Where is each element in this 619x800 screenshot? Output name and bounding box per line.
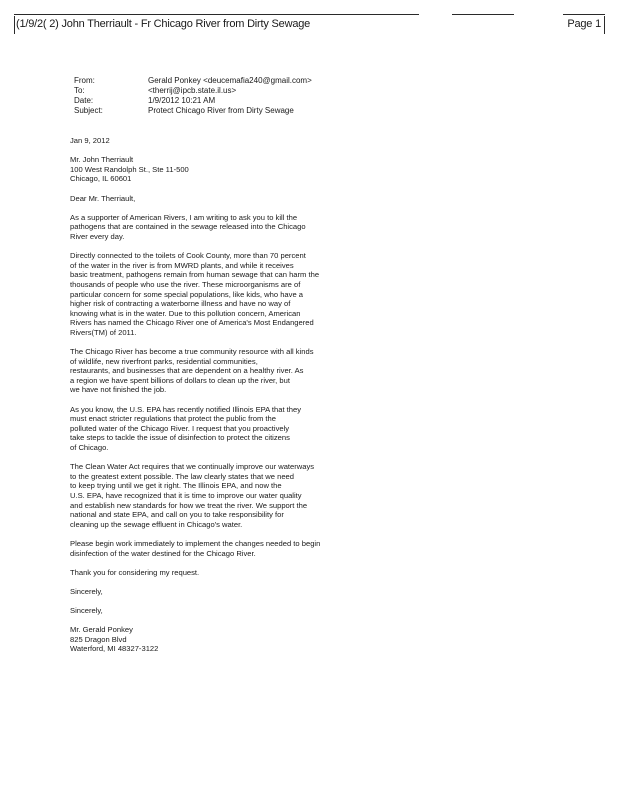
paragraph-line: of wildlife, new riverfront parks, residential communities,: [70, 356, 258, 366]
subject-value: Protect Chicago River from Dirty Sewage: [148, 106, 294, 115]
salutation: Dear Mr. Therriault,: [70, 193, 136, 203]
letter-date: Jan 9, 2012: [70, 136, 110, 145]
page-number: Page 1: [567, 18, 601, 30]
paragraph-line: and establish new standards for how we treat the river. We support the: [70, 500, 308, 510]
subject-label: Subject:: [74, 106, 103, 115]
header-rule: [563, 14, 605, 15]
address-line: Mr. John Therriault: [70, 155, 134, 165]
paragraph-line: we have not finished the job.: [70, 385, 167, 395]
paragraph-line: basic treatment, pathogens remain from human sewage that can harm the: [70, 270, 320, 280]
from-row: [74, 76, 312, 86]
paragraph: [70, 251, 370, 337]
paragraph-line: cleaning up the sewage effluent in Chicago's water.: [70, 519, 243, 529]
paragraph: [70, 347, 370, 395]
date-row: [74, 96, 312, 106]
paragraph-line: As a supporter of American Rivers, I am writing to ask you to kill the: [70, 212, 298, 222]
signature-line: Waterford, MI 48327-3122: [70, 644, 159, 654]
paragraph-line: River every day.: [70, 231, 125, 241]
subject-row: [74, 106, 312, 116]
paragraph-line: pathogens that are contained in the sewage released into the Chicago: [70, 222, 306, 232]
paragraph-line: The Chicago River has become a true community resource with all kinds: [70, 347, 314, 357]
from-value: Gerald Ponkey <deucemafia240@gmail.com>: [148, 76, 312, 85]
paragraph-line: disinfection of the water destined for the Chicago River.: [70, 548, 256, 558]
paragraph-line: restaurants, and businesses that are dependent on a healthy river. As: [70, 366, 304, 376]
print-header: [0, 14, 619, 36]
paragraph-line: national and state EPA, and call on you to take responsibility for: [70, 510, 284, 520]
paragraph-line: to the greatest extent possible. The law clearly states that we need: [70, 471, 295, 481]
paragraph-line: Rivers has named the Chicago River one of America's Most Endangered: [70, 318, 314, 328]
paragraph: [70, 405, 370, 453]
paragraph-line: of the water in the river is from MWRD plants, and while it receives: [70, 260, 294, 270]
header-title: (1/9/2( 2) John Therriault - Fr Chicago River from Dirty Sewage: [16, 18, 311, 30]
closing: Sincerely,: [70, 606, 103, 616]
to-label: To:: [74, 86, 85, 95]
paragraph-line: must enact stricter regulations that protect the public from the: [70, 414, 276, 424]
date-value: 1/9/2012 10:21 AM: [148, 96, 216, 105]
closing: Sincerely,: [70, 586, 103, 596]
paragraph-line: As you know, the U.S. EPA has recently notified Illinois EPA that they: [70, 404, 302, 414]
paragraph: [70, 462, 370, 529]
email-metadata: [74, 76, 312, 116]
date-label: Date:: [74, 96, 94, 105]
header-rule: [14, 16, 15, 34]
paragraph-line: Rivers(TM) of 2011.: [70, 327, 137, 337]
signature-block: [70, 625, 370, 654]
header-rule: [14, 14, 419, 15]
header-rule: [452, 14, 514, 15]
paragraph: [70, 539, 370, 558]
signature-line: 825 Dragon Blvd: [70, 634, 127, 644]
to-value: <therrij@ipcb.state.il.us>: [148, 86, 237, 95]
paragraph-line: Directly connected to the toilets of Cook County, more than 70 percent: [70, 251, 306, 261]
letter-body: [70, 136, 370, 664]
paragraph-line: thousands of people who use the river. These microorganisms are of: [70, 279, 301, 289]
address-line: 100 West Randolph St., Ste 11-500: [70, 164, 189, 174]
from-label: From:: [74, 76, 95, 85]
thanks-line: Thank you for considering my request.: [70, 567, 200, 577]
paragraph-line: knowing what is in the water. Due to this pollution concern, American: [70, 308, 301, 318]
paragraph-line: to keep trying until we get it right. The Illinois EPA, and now the: [70, 481, 282, 491]
paragraph-line: particular concern for some special populations, like kids, who have a: [70, 289, 303, 299]
signature-line: Mr. Gerald Ponkey: [70, 625, 133, 635]
paragraph-line: polluted water of the Chicago River. I request that you proactively: [70, 423, 290, 433]
paragraph-line: a region we have spent billions of dollars to clean up the river, but: [70, 375, 290, 385]
address-line: Chicago, IL 60601: [70, 174, 132, 184]
paragraph-line: of Chicago.: [70, 443, 109, 452]
recipient-address: [70, 155, 370, 184]
paragraph-line: Please begin work immediately to implement the changes needed to begin: [70, 538, 321, 548]
paragraph-line: higher risk of contracting a waterborne illness and have no way of: [70, 299, 291, 309]
header-rule: [604, 16, 605, 34]
paragraph-line: U.S. EPA, have recognized that it is time to improve our water quality: [70, 490, 302, 500]
paragraph: [70, 213, 370, 242]
to-row: [74, 86, 312, 96]
paragraph-line: take steps to tackle the issue of disinfection to protect the citizens: [70, 433, 290, 443]
paragraph-line: The Clean Water Act requires that we continually improve our waterways: [70, 462, 315, 472]
